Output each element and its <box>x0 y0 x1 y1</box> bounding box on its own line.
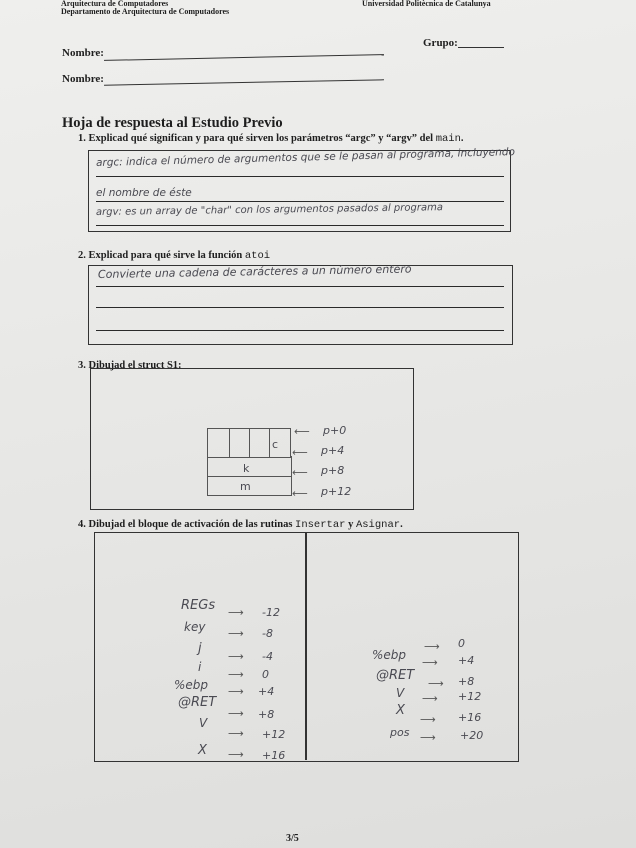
question-4-code-asignar: Asignar <box>355 519 401 531</box>
name-label-1: Nombre: <box>62 47 104 59</box>
stack-arrow-icon: ⟶ <box>420 713 436 726</box>
asignar-offset: +8 <box>458 675 475 688</box>
struct-label-c: c <box>272 438 279 451</box>
question-2 <box>78 250 270 262</box>
question-1-text: Explicad qué significan y para qué sirven los parámetros “argc” y “argv” del <box>88 133 436 144</box>
offset-arrow-icon: ⟵ <box>292 446 308 459</box>
group-field[interactable] <box>458 47 504 48</box>
answer-line <box>96 286 504 287</box>
offset-arrow-icon: ⟵ <box>294 425 310 438</box>
insertar-offset: -12 <box>262 606 280 619</box>
question-4-end: . <box>400 519 403 530</box>
page-number: 3/5 <box>286 833 299 844</box>
struct-cell-byte <box>207 428 230 458</box>
question-1-number: 1. <box>78 133 86 144</box>
question-2-number: 2. <box>78 250 86 261</box>
name-label-2: Nombre: <box>62 73 104 85</box>
asignar-offset: +16 <box>458 711 482 724</box>
stack-arrow-icon: ⟶ <box>228 627 244 640</box>
asignar-label: pos <box>390 726 410 739</box>
insertar-offset: +8 <box>258 708 275 721</box>
answer-line <box>96 176 504 177</box>
insertar-label: X <box>198 743 207 758</box>
asignar-label: %ebp <box>372 648 407 662</box>
insertar-label: j <box>198 641 202 656</box>
struct-label-m: m <box>240 480 251 493</box>
asignar-offset: +20 <box>460 729 484 742</box>
insertar-label: @RET <box>178 695 217 710</box>
asignar-offset: +12 <box>458 690 482 703</box>
struct-cell-byte <box>228 428 250 458</box>
page-title: Hoja de respuesta al Estudio Previo <box>62 115 283 131</box>
stack-arrow-icon: ⟶ <box>228 727 244 740</box>
stack-arrow-icon: ⟶ <box>228 606 244 619</box>
stack-arrow-icon: ⟶ <box>424 640 440 653</box>
name-field-2[interactable] <box>104 79 384 85</box>
insertar-offset: +12 <box>262 728 286 741</box>
question-2-code: atoi <box>244 250 271 262</box>
question-1-end: . <box>460 133 464 144</box>
insertar-label: i <box>198 660 202 674</box>
stack-arrow-icon: ⟶ <box>228 707 244 720</box>
insertar-label: V <box>199 716 208 730</box>
question-2-text: Explicad para qué sirve la función <box>88 250 245 261</box>
q1-answer-line-2: el nombre de éste <box>96 187 192 199</box>
struct-offset-0: p+0 <box>323 424 347 437</box>
stack-arrow-icon: ⟶ <box>420 731 436 744</box>
insertar-label: %ebp <box>174 678 209 692</box>
stack-arrow-icon: ⟶ <box>228 650 244 663</box>
answer-line <box>96 330 504 331</box>
department-header: Departamento de Arquitectura de Computadores <box>61 7 230 16</box>
asignar-label: @RET <box>376 668 415 683</box>
university-header: Universidad Politècnica de Catalunya <box>362 0 491 8</box>
insertar-offset: -8 <box>262 627 273 640</box>
q1-answer-line-1: argc: indica el número de argumentos que se le pasan al programa, incluyendo <box>95 146 516 169</box>
name-field-1[interactable] <box>104 54 384 61</box>
insertar-offset: +4 <box>258 685 275 698</box>
asignar-offset: 0 <box>458 637 465 650</box>
question-1 <box>78 133 464 145</box>
stack-arrow-icon: ⟶ <box>422 692 438 705</box>
asignar-label: X <box>396 703 405 718</box>
question-4 <box>78 519 403 531</box>
subject-header: Arquitectura de Computadores <box>61 0 169 8</box>
insertar-offset: -4 <box>262 650 273 663</box>
stack-arrow-icon: ⟶ <box>422 656 438 669</box>
asignar-label: V <box>396 686 405 700</box>
struct-offset-12: p+12 <box>321 485 352 498</box>
asignar-offset: +4 <box>458 654 475 667</box>
struct-label-k: k <box>243 462 250 475</box>
stack-arrow-icon: ⟶ <box>428 677 444 690</box>
group-label: Grupo: <box>423 37 458 49</box>
question-4-code-insertar: Insertar <box>295 519 346 531</box>
offset-arrow-icon: ⟵ <box>292 487 308 500</box>
struct-cell-byte <box>249 428 270 458</box>
struct-offset-8: p+8 <box>321 464 345 477</box>
question-1-code: main <box>435 133 461 145</box>
stack-arrow-icon: ⟶ <box>228 685 244 698</box>
answer-line <box>96 307 504 308</box>
answer-line <box>96 225 504 226</box>
question-3-number: 3. <box>78 360 86 371</box>
activation-divider <box>305 532 307 760</box>
insertar-offset: 0 <box>262 668 269 681</box>
struct-offset-4: p+4 <box>321 444 345 457</box>
insertar-label: REGs <box>181 598 216 613</box>
insertar-offset: +16 <box>262 749 286 762</box>
struct-cell-k <box>207 456 292 477</box>
question-4-text: Dibujad el bloque de activación de las rutinas <box>88 519 296 530</box>
question-4-and: y <box>345 519 356 530</box>
insertar-label: key <box>184 620 206 634</box>
q1-answer-line-3: argv: es un array de "char" con los argumentos pasados al programa <box>95 202 443 218</box>
offset-arrow-icon: ⟵ <box>292 466 308 479</box>
question-4-number: 4. <box>78 519 86 530</box>
stack-arrow-icon: ⟶ <box>228 668 244 681</box>
stack-arrow-icon: ⟶ <box>228 748 244 761</box>
question-3-text: Dibujad el struct S1: <box>88 360 182 371</box>
q2-answer-line-1: Convierte una cadena de carácteres a un número entero <box>97 262 412 281</box>
